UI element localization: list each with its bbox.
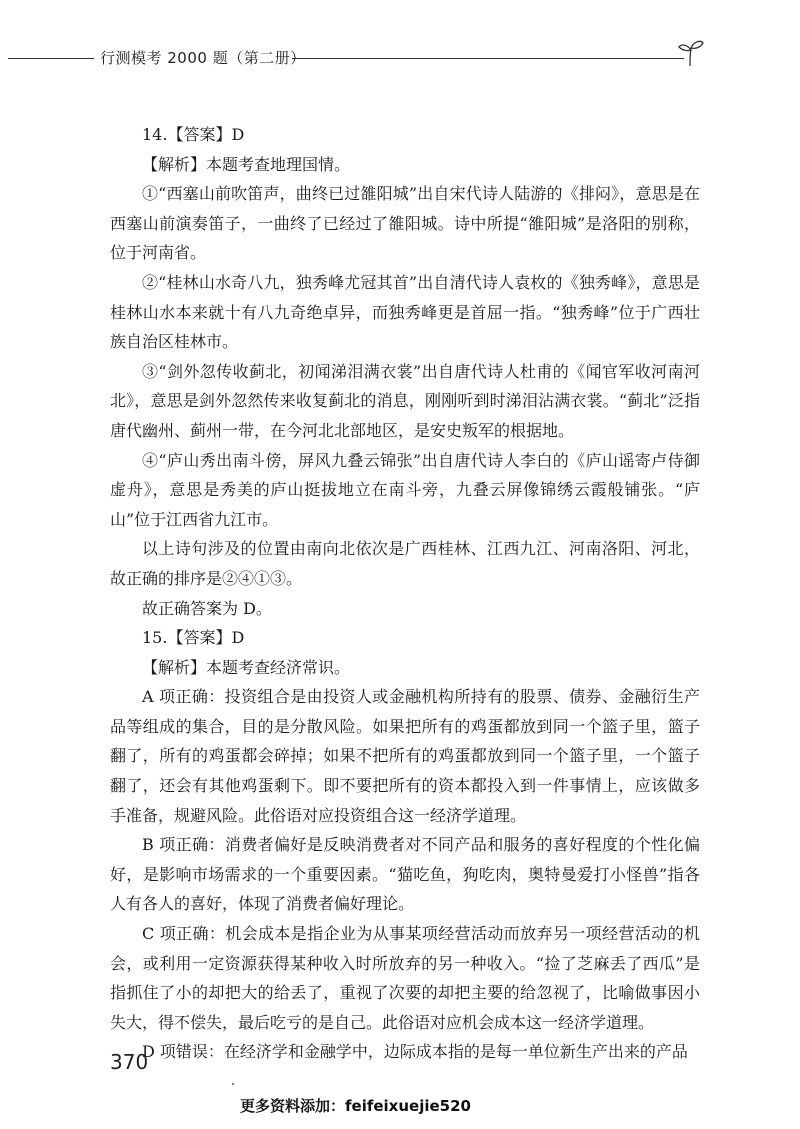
answer-explanation-body xyxy=(110,120,700,1067)
analysis-15-option-c: C 项正确：机会成本是指企业为从事某项经营活动而放弃另一项经营活动的机会，或利用一定资源获得某种收入时所放弃的另一种收入。“捡了芝麻丢了西瓜”是指抓住了小的却把大的给丢了，重视了次要的却把主要的给忽视了，比喻做事因小失大，得不偿失，最后吃亏的是自己。此俗语对应机会成本这一经济学道理。 xyxy=(110,924,700,1032)
page-number: 370 xyxy=(110,1050,149,1074)
analysis-14-summary: 以上诗句涉及的位置由南向北依次是广西桂林、江西九江、河南洛阳、河北，故正确的排序是②④①③。 xyxy=(110,539,700,588)
header-title: 行测模考 2000 题（第二册） xyxy=(100,49,306,67)
analysis-14-item-2: ②“桂林山水奇八九，独秀峰尤冠其首”出自清代诗人袁枚的《独秀峰》，意思是桂林山水本来就十有八九奇绝卓异，而独秀峰更是首屈一指。“独秀峰”位于广西壮族自治区桂林市。 xyxy=(110,272,700,352)
running-header xyxy=(0,38,800,78)
analysis-15-option-d: D 项错误：在经济学和金融学中，边际成本指的是每一单位新生产出来的产品 xyxy=(142,1042,688,1062)
analysis-14-item-3: ③“剑外忽传收蓟北，初闻涕泪满衣裳”出自唐代诗人杜甫的《闻官军收河南河北》，意思是剑外忽然传来收复蓟北的消息，刚刚听到时涕泪沾满衣裳。“蓟北”泛指唐代幽州、蓟州一带，在今河北北部地区，是安史叛军的根据地。 xyxy=(110,361,700,440)
analysis-15-intro: 【解析】本题考查经济常识。 xyxy=(142,657,351,677)
sprout-icon xyxy=(676,38,706,68)
answer-14-label: 14.【答案】D xyxy=(142,125,245,144)
header-rule-left xyxy=(8,58,94,59)
analysis-14-intro: 【解析】本题考查地理国情。 xyxy=(142,154,351,174)
header-rule-right xyxy=(292,58,684,59)
analysis-14-item-4: ④“庐山秀出南斗傍，屏风九叠云锦张”出自唐代诗人李白的《庐山谣寄卢侍御虚舟》，意思是秀美的庐山挺拔地立在南斗旁，九叠云屏像锦绣云霞般铺张。“庐山”位于江西省九江市。 xyxy=(110,450,700,529)
analysis-15-option-a: A 项正确：投资组合是由投资人或金融机构所持有的股票、债券、金融衍生产品等组成的集合，目的是分散风险。如果把所有的鸡蛋都放到同一个篮子里，篮子翻了，所有的鸡蛋都会碎掉；如果不把所有的鸡蛋都放到同一个篮子里，一个篮子翻了，还会有其他鸡蛋剩下。即不要把所有的资本都投入到一件事情上，应该做多手准备，规避风险。此俗语对应投资组合这一经济学道理。 xyxy=(110,687,700,825)
answer-15-label: 15.【答案】D xyxy=(142,628,245,648)
analysis-15-option-b: B 项正确：消费者偏好是反映消费者对不同产品和服务的喜好程度的个性化偏好，是影响市场需求的一个重要因素。“猫吃鱼，狗吃肉，奥特曼爱打小怪兽”指各人有各人的喜好，体现了消费者偏好理论。 xyxy=(110,835,700,914)
analysis-14-item-1: ①“西塞山前吹笛声，曲终已过雒阳城”出自宋代诗人陆游的《排闷》，意思是在西塞山前演奏笛子，一曲终了已经过了雒阳城。诗中所提“雒阳城”是洛阳的别称，位于河南省。 xyxy=(110,184,700,263)
answer-14-conclusion: 故正确答案为 D。 xyxy=(142,598,272,618)
footer-note: 更多资料添加：feifeixuejie520 xyxy=(240,1097,471,1115)
decorative-dot xyxy=(232,1083,234,1085)
